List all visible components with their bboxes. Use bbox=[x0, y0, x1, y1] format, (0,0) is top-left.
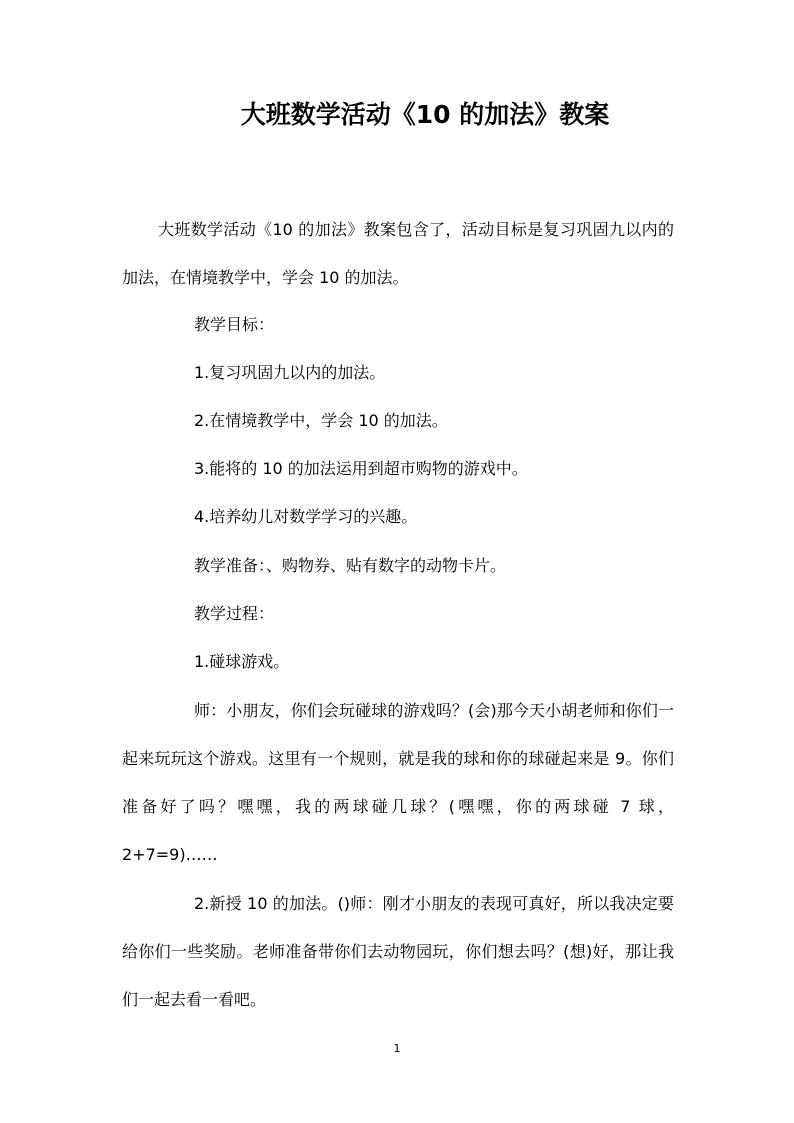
step2-paragraph: 2.新授 10 的加法。()师：刚才小朋友的表现可真好，所以我决定要给你们一些奖励。老师准备带你们去动物园玩，你们想去吗？(想)好，那让我们一起去看一看吧。 bbox=[122, 894, 674, 1009]
intro-paragraph: 大班数学活动《10 的加法》教案包含了，活动目标是复习巩固九以内的加法，在情境教学中，学会 10 的加法。 bbox=[122, 220, 674, 287]
goal-item-3: 3.能将的 10 的加法运用到超市购物的游戏中。 bbox=[194, 459, 528, 478]
goals-heading: 教学目标： bbox=[194, 315, 275, 334]
process-heading: 教学过程： bbox=[194, 604, 275, 623]
step1-paragraph: 师：小朋友，你们会玩碰球的游戏吗？(会)那今天小胡老师和你们一起来玩玩这个游戏。这里有一个规则，就是我的球和你的球碰起来是 9。你们准备好了吗？嘿嘿，我的两球碰几球？(嘿嘿，你的两球碰 7 球， 2+7=9)…… bbox=[122, 701, 674, 864]
step1-heading: 1.碰球游戏。 bbox=[194, 652, 290, 671]
goal-item-2: 2.在情境教学中，学会 10 的加法。 bbox=[194, 411, 448, 430]
preparation-line: 教学准备：、购物券、贴有数字的动物卡片。 bbox=[194, 556, 507, 575]
goal-item-4: 4.培养幼儿对数学学习的兴趣。 bbox=[194, 507, 418, 526]
page-number: 1 bbox=[393, 1042, 401, 1055]
goal-item-1: 1.复习巩固九以内的加法。 bbox=[194, 363, 386, 382]
page-title: 大班数学活动《10 的加法》教案 bbox=[240, 100, 610, 129]
